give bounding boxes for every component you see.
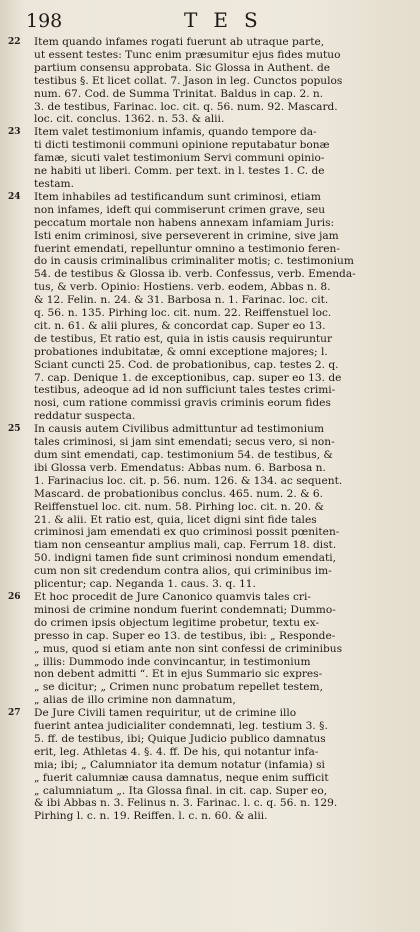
- text-line: 50. indigni tamen fide sunt criminosi nondum emendati,: [34, 552, 336, 565]
- text-line: cum non sit credendum contra alios, qui criminibus im-: [34, 565, 332, 578]
- text-line: reddatur suspecta.: [34, 410, 136, 423]
- text-line: tales criminosi, si jam sint emendati; secus vero, si non-: [34, 436, 335, 449]
- text-line: Isti enim criminosi, sive perseverent in crimine, sive jam: [34, 229, 339, 242]
- text-line: partium consensu approbata. Sic Glossa in Authent. de: [34, 61, 331, 74]
- page-header: [8, 8, 410, 36]
- text-line: ut essent testes: Tunc enim præsumitur ejus fides mutuo: [34, 48, 341, 61]
- margin-number: 23: [8, 127, 21, 138]
- text-line: presso in cap. Super eo 13. de testibus, ibi: „ Responde-: [34, 629, 336, 642]
- text-line: ne habiti ut liberi. Comm. per text. in l. testes 1. C. de: [34, 165, 325, 178]
- text-line: fuerint antea judicialiter condemnati, leg. testium 3. §.: [34, 720, 328, 733]
- text-line: cit. n. 61. & alii plures, & concordat cap. Super eo 13.: [34, 319, 326, 332]
- text-line: „ illis: Dummodo inde convincantur, in testimonium: [34, 655, 311, 668]
- text-line: & ibi Abbas n. 3. Felinus n. 3. Farinac. l. c. q. 56. n. 129.: [34, 797, 338, 810]
- paragraph-23: [8, 126, 410, 191]
- text-line: 7. cap. Denique 1. de exceptionibus, cap. super eo 13. de: [34, 371, 342, 384]
- paragraph-26: [8, 591, 410, 707]
- page-body: [8, 36, 410, 823]
- text-line: 5. ff. de testibus, ibi; Quique Judicio publico damnatus: [34, 732, 326, 745]
- text-line: Item quando infames rogati fuerunt ab utraque parte,: [34, 36, 325, 48]
- text-line: Pirhing l. c. n. 19. Reiffen. l. c. n. 60. & alii.: [34, 810, 268, 823]
- margin-number: 26: [8, 591, 21, 602]
- text-line: In causis autem Civilibus admittuntur ad testimonium: [34, 423, 324, 436]
- text-line: dum sint emendati, cap. testimonium 54. de testibus, &: [34, 449, 333, 461]
- text-line: tus, & verb. Opinio: Hostiens. verb. eodem, Abbas n. 8.: [34, 281, 331, 294]
- text-line: mia; ibi; „ Calumniator ita demum notatur (infamia) si: [34, 758, 325, 771]
- text-line: plicentur; cap. Neganda 1. caus. 3. q. 11.: [34, 578, 256, 591]
- text-line: „ alias de illo crimine non damnatum,: [34, 694, 236, 707]
- text-line: famæ, sicuti valet testimonium Servi communi opinio-: [34, 152, 325, 165]
- text-line: 21. & alii. Et ratio est, quia, licet digni sint fide tales: [34, 513, 317, 526]
- text-line: tiam non censeantur amplius mali, cap. Ferrum 18. dist.: [34, 539, 337, 552]
- text-line: fuerint emendati, repelluntur omnino a testimonio feren-: [34, 242, 340, 255]
- text-line: Item valet testimonium infamis, quando tempore da-: [34, 126, 317, 139]
- text-line: non infames, ideft qui commiserunt crimen grave, seu: [34, 203, 326, 216]
- text-line: probationes indubitatæ, & omni exceptione majores; l.: [34, 345, 328, 358]
- text-line: de testibus, Et ratio est, quia in istis causis requiruntur: [34, 332, 333, 345]
- margin-number: 27: [8, 708, 21, 719]
- text-line: do crimen ipsis objectum legitime probetur, textu ex-: [34, 616, 320, 629]
- text-line: Sciant cuncti 25. Cod. de probationibus, cap. testes 2. q.: [34, 358, 339, 371]
- text-line: Mascard. de probationibus conclus. 465. num. 2. & 6.: [34, 487, 324, 500]
- running-head: TES: [184, 8, 274, 32]
- margin-number: 25: [8, 424, 21, 435]
- text-line: loc. cit. conclus. 1362. n. 53. & alii.: [34, 113, 225, 126]
- text-line: Et hoc procedit de Jure Canonico quamvis tales cri-: [34, 590, 311, 603]
- paragraph-22: [8, 36, 410, 126]
- text-line: testibus, adeoque ad id non sufficiunt tales testes crimi-: [34, 384, 336, 397]
- paragraph-27: [8, 707, 410, 823]
- text-line: erit, leg. Athletas 4. §. 4. ff. De his, qui notantur infa-: [34, 745, 319, 758]
- text-line: 1. Farinacius loc. cit. p. 56. num. 126. & 134. ac sequent.: [34, 474, 343, 487]
- text-line: do in causis criminalibus criminaliter motis; c. testimonium: [34, 255, 354, 268]
- paragraph-25: [8, 423, 410, 591]
- margin-number: 22: [8, 37, 21, 47]
- text-line: non debent admitti “. Et in ejus Summario sic expres-: [34, 668, 323, 681]
- text-line: Item inhabiles ad testificandum sunt criminosi, etiam: [34, 190, 321, 203]
- text-line: „ mus, quod si etiam ante non sint confessi de criminibus: [34, 642, 342, 655]
- margin-number: 24: [8, 191, 21, 202]
- text-line: Reiffenstuel loc. cit. num. 58. Pirhing loc. cit. n. 20. &: [34, 500, 324, 513]
- text-line: ti dicti testimonii communi opinione reputabatur bonæ: [34, 139, 330, 152]
- paragraph-24: [8, 191, 410, 423]
- text-line: q. 56. n. 135. Pirhing loc. cit. num. 22. Reiffenstuel loc.: [34, 307, 332, 320]
- text-line: „ calumniatum „. Ita Glossa final. in cit. cap. Super eo,: [34, 784, 328, 797]
- text-line: peccatum mortale non habens annexam infamiam Juris:: [34, 216, 335, 229]
- text-line: testam.: [34, 177, 74, 190]
- text-line: criminosi jam emendati ex quo criminosi possit pœniten-: [34, 526, 340, 539]
- text-line: „ fuerit calumniæ causa damnatus, neque enim sufficit: [34, 771, 329, 784]
- text-line: testibus §. Et licet collat. 7. Jason in leg. Cunctos populos: [34, 74, 343, 87]
- text-line: De Jure Civili tamen requiritur, ut de crimine illo: [34, 707, 297, 720]
- text-line: nosi, cum ratione commissi gravis criminis eorum fides: [34, 397, 331, 410]
- text-line: „ se dicitur; „ Crimen nunc probatum repellet testem,: [34, 681, 323, 694]
- text-line: 3. de testibus, Farinac. loc. cit. q. 56. num. 92. Mascard.: [34, 100, 338, 113]
- text-line: minosi de crimine nondum fuerint condemnati; Dummo-: [34, 603, 336, 616]
- text-line: num. 67. Cod. de Summa Trinitat. Baldus in cap. 2. n.: [34, 87, 324, 100]
- page-number: 198: [26, 10, 63, 32]
- text-line: ibi Glossa verb. Emendatus: Abbas num. 6. Barbosa n.: [34, 461, 326, 474]
- text-line: 54. de testibus & Glossa ib. verb. Confessus, verb. Emenda-: [34, 268, 356, 281]
- text-line: & 12. Felin. n. 24. & 31. Barbosa n. 1. Farinac. loc. cit.: [34, 294, 329, 307]
